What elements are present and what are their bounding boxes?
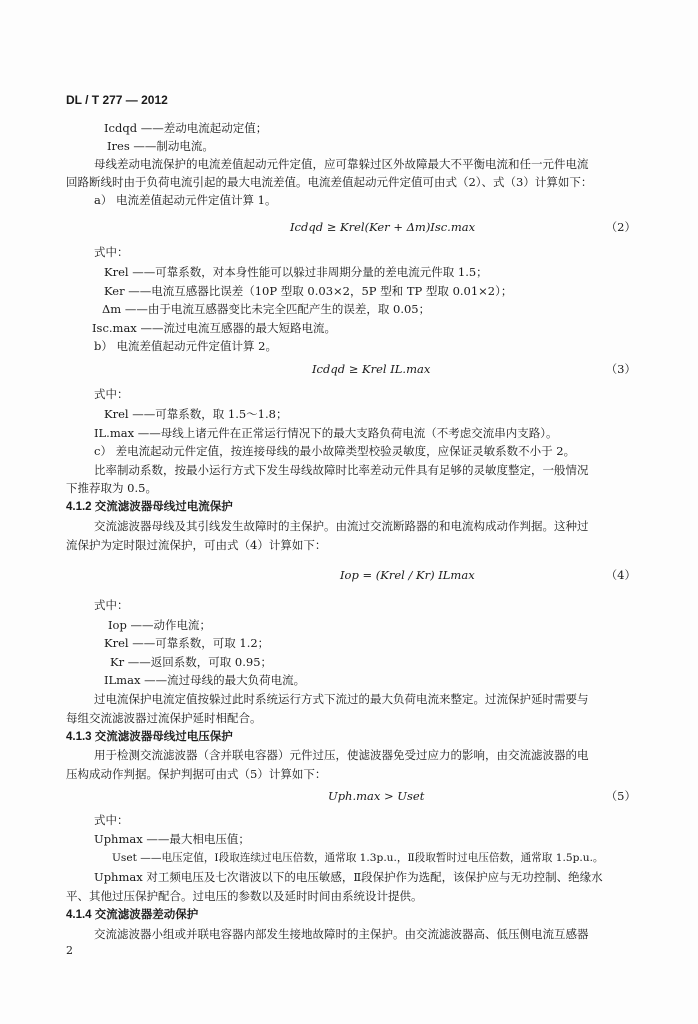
text-line: 交流滤波器母线及其引线发生故障时的主保护。由流过交流断路器的和电流构成动作判据。这种过 [94, 519, 589, 533]
definition-line: Krel ——可靠系数，取 1.5～1.8； [104, 407, 288, 421]
equation-number: （2） [605, 220, 636, 234]
equation-4: Iop = (Krel / Kr) ILmax [340, 568, 475, 582]
definition-line: IL.max ——母线上诸元件在正常运行情况下的最大支路负荷电流（不考虑交流串内支路）。 [94, 426, 558, 440]
definition-line: Krel ——可靠系数，可取 1.2； [104, 636, 270, 650]
where-label: 式中： [94, 813, 129, 827]
definition-line: Krel ——可靠系数，对本身性能可以躲过非周期分量的差电流元件取 1.5； [104, 265, 488, 279]
standard-code-header: DL / T 277 — 2012 [66, 93, 168, 107]
text-line: Ires ——制动电流。 [107, 139, 214, 153]
section-heading: 4.1.3 交流滤波器母线过电压保护 [66, 731, 233, 743]
text-line: Uphmax 对工频电压及七次谐波以下的电压敏感，Ⅱ段保护作为选配，该保护应与无功控制、绝缘水 [94, 870, 603, 884]
text-line: 平、其他过压保护配合。过电压的参数以及延时时间由系统设计提供。 [66, 889, 423, 903]
page-number: 2 [66, 944, 73, 957]
equation-number: （5） [605, 789, 636, 803]
definition-line: Isc.max ——流过电流互感器的最大短路电流。 [92, 321, 336, 335]
text-line: 流保护为定时限过流保护，可由式（4）计算如下： [66, 538, 327, 552]
text-line: 回路断线时由于负荷电流引起的最大电流差值。电流差值起动元件定值可由式（2）、式（3）计算如下： [66, 175, 593, 189]
equation-2: Icdqd ≥ Krel(Ker + Δm)Isc.max [290, 220, 476, 234]
equation-number: （3） [605, 362, 636, 376]
text-line: 母线差动电流保护的电流差值起动元件定值，应可靠躲过区外故障最大不平衡电流和任一元件电流 [94, 157, 589, 171]
text-line: 每组交流滤波器过流保护延时相配合。 [66, 711, 262, 725]
section-heading: 4.1.2 交流滤波器母线过电流保护 [66, 501, 233, 513]
text-line: 下推荐取为 0.5。 [66, 481, 157, 495]
where-label: 式中： [94, 598, 129, 612]
section-heading: 4.1.4 交流滤波器差动保护 [66, 909, 199, 921]
equation-number: （4） [605, 568, 636, 582]
text-line: 比率制动系数，按最小运行方式下发生母线故障时比率差动元件具有足够的灵敏度整定，一般情况 [94, 463, 589, 477]
list-item: a） 电流差值起动元件定值计算 1。 [94, 193, 277, 207]
equation-5: Uph.max > Uset [328, 789, 425, 803]
definition-line: Kr ——返回系数，可取 0.95； [110, 655, 273, 669]
definition-line: Iop ——动作电流； [108, 618, 211, 632]
where-label: 式中： [94, 245, 129, 259]
list-item: b） 电流差值起动元件定值计算 2。 [94, 339, 277, 353]
definition-line: ILmax ——流过母线的最大负荷电流。 [104, 673, 306, 687]
definition-line: Uset ——电压定值，Ⅰ段取连续过电压倍数，通常取 1.3p.u.，Ⅱ段取暂时过电压倍数，通常取 1.5p.u.。 [112, 852, 604, 864]
definition-line: Δm ——由于电流互感器变比未完全匹配产生的误差，取 0.05； [102, 302, 431, 316]
text-line: 用于检测交流滤波器（含并联电容器）元件过压，使滤波器免受过应力的影响，由交流滤波器的电 [94, 748, 589, 762]
equation-3: Icdqd ≥ Krel IL.max [312, 362, 431, 376]
definition-line: Uphmax ——最大相电压值； [94, 832, 250, 846]
definition-line: Ker ——电流互感器比误差（10P 型取 0.03×2，5P 型和 TP 型取 0.01×2）； [104, 284, 513, 298]
text-line: Icdqd ——差动电流起动定值； [104, 121, 268, 135]
list-item: c） 差电流起动元件定值，按连接母线的最小故障类型校验灵敏度，应保证灵敏系数不小于 2。 [94, 444, 576, 458]
text-line: 压构成动作判据。保护判据可由式（5）计算如下： [66, 767, 327, 781]
text-line: 过电流保护电流定值按躲过此时系统运行方式下流过的最大负荷电流来整定。过流保护延时需要与 [94, 692, 589, 706]
text-line: 交流滤波器小组或并联电容器内部发生接地故障时的主保护。由交流滤波器高、低压侧电流互感器 [94, 927, 589, 941]
where-label: 式中： [94, 387, 129, 401]
